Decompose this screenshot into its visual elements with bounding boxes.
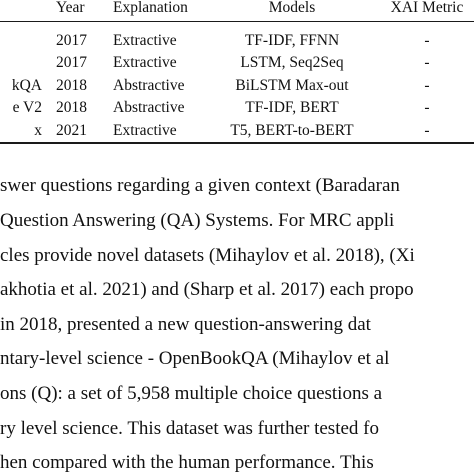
cell-year: 2021 xyxy=(56,122,87,139)
body-line: in 2018, presented a new question-answering dat xyxy=(0,314,371,335)
cell-xai-metric: - xyxy=(424,54,430,71)
cell-dataset: kQA xyxy=(11,77,42,94)
header-xai-metric: XAI Metric xyxy=(390,0,464,16)
cell-models: TF-IDF, BERT xyxy=(245,99,339,116)
table-bottom-rule xyxy=(0,142,474,144)
cell-explanation: Extractive xyxy=(113,32,177,49)
body-line: akhotia et al. 2021) and (Sharp et al. 2017) each propo xyxy=(0,279,414,300)
header-models: Models xyxy=(268,0,316,16)
cell-explanation: Abstractive xyxy=(113,77,185,94)
body-line: hen compared with the human performance. This xyxy=(0,452,374,473)
header-explanation: Explanation xyxy=(113,0,188,16)
cell-models: BiLSTM Max-out xyxy=(235,77,349,94)
cell-models: TF-IDF, FFNN xyxy=(244,32,340,49)
body-line: Question Answering (QA) Systems. For MRC appli xyxy=(0,210,395,231)
cell-year: 2017 xyxy=(56,32,87,49)
cell-xai-metric: - xyxy=(424,122,430,139)
cell-xai-metric: - xyxy=(424,32,430,49)
cell-xai-metric: - xyxy=(424,77,430,94)
body-line: cles provide novel datasets (Mihaylov et al. 2018), (Xi xyxy=(0,245,415,266)
body-line: ry level science. This dataset was further tested fo xyxy=(0,418,379,439)
body-line: swer questions regarding a given context (Baradaran xyxy=(0,175,400,196)
cell-xai-metric: - xyxy=(424,99,430,116)
cell-models: T5, BERT-to-BERT xyxy=(230,122,354,139)
body-line: ons (Q): a set of 5,958 multiple choice questions a xyxy=(0,383,383,404)
cell-year: 2018 xyxy=(56,77,87,94)
cell-dataset: x xyxy=(34,122,42,139)
cell-explanation: Extractive xyxy=(113,122,177,139)
header-year: Year xyxy=(56,0,85,16)
cell-year: 2017 xyxy=(56,54,87,71)
table-header-rule xyxy=(0,21,474,22)
cell-dataset: e V2 xyxy=(12,99,42,116)
body-line: ntary-level science - OpenBookQA (Mihaylov et al xyxy=(0,348,390,369)
cell-explanation: Abstractive xyxy=(113,99,185,116)
cell-year: 2018 xyxy=(56,99,87,116)
cell-models: LSTM, Seq2Seq xyxy=(240,54,344,71)
cell-explanation: Extractive xyxy=(113,54,177,71)
